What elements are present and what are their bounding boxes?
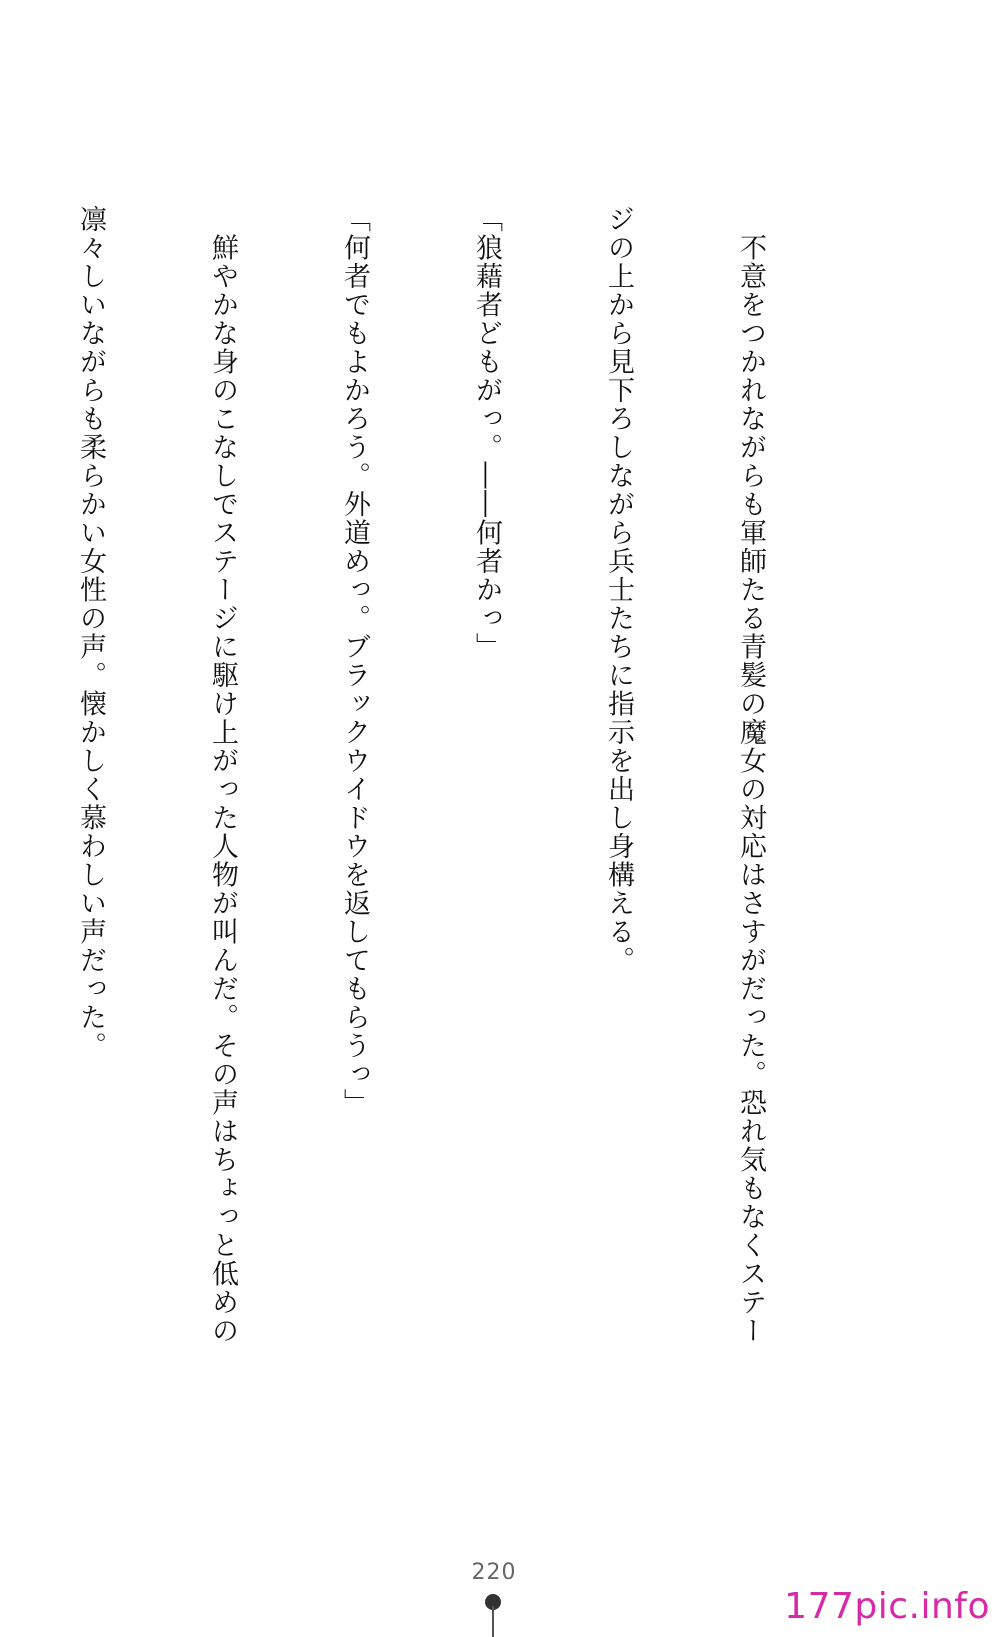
page-number: 220 <box>471 1560 517 1585</box>
text-line: 凛々しいながらも柔らかい女性の声。懐かしく慕わしい声だった。 <box>75 205 106 1060</box>
text-line: 「狼藉者どもがっ。――何者かっ」 <box>471 205 502 661</box>
text-line: 鮮やかな身のこなしでステージに駆け上がった人物が叫んだ。その声はちょっと低めの <box>207 205 238 1345</box>
body-text <box>0 205 860 1365</box>
text-line: ジの上から見下ろしながら兵士たちに指示を出し身構える。 <box>603 205 634 975</box>
folio-line <box>492 1606 494 1637</box>
watermark-link[interactable]: 177pic.info <box>784 1586 990 1627</box>
text-line: 「何者でもよかろう。外道めっ。ブラックウイドウを返してもらうっ」 <box>339 205 370 1117</box>
text-line: 不意をつかれながらも軍師たる青髪の魔女の対応はさすがだった。恐れ気もなくステー <box>735 205 766 1345</box>
